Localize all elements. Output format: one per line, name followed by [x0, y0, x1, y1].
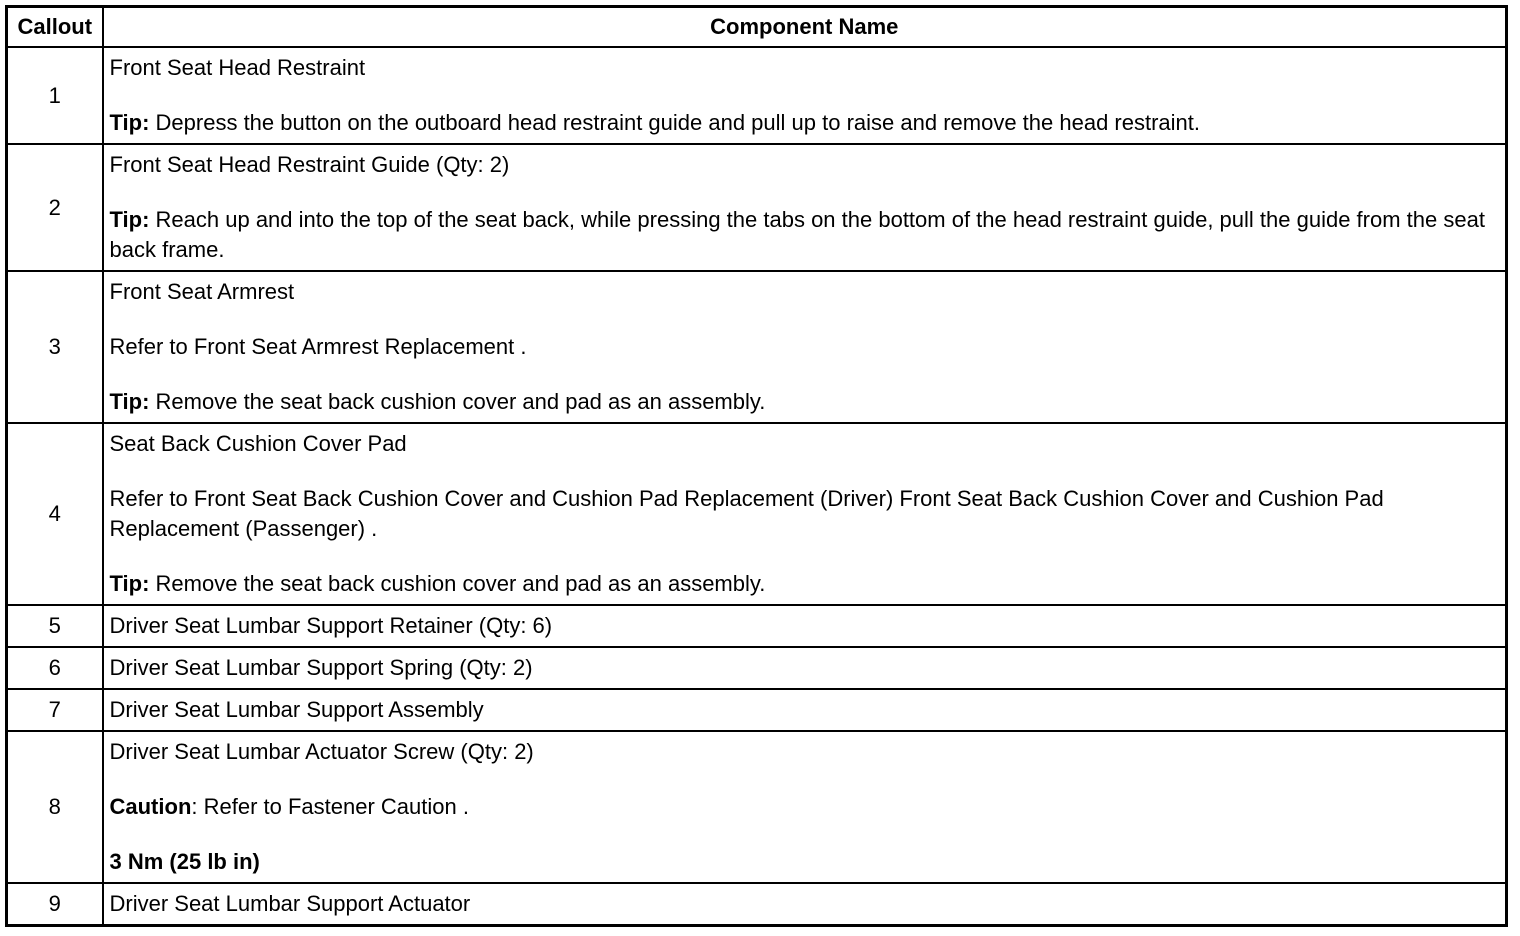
caution-text: : Refer to Fastener Caution . — [191, 794, 469, 819]
component-description — [103, 47, 1507, 144]
tip-label: Tip: — [109, 571, 150, 596]
component-name-header: Component Name — [103, 7, 1507, 48]
component-table — [5, 5, 1508, 927]
tip-note — [110, 108, 1500, 138]
refer-note: Refer to Front Seat Armrest Replacement . — [109, 334, 527, 359]
tip-text: Reach up and into the top of the seat back, while pressing the tabs on the bottom of the head restraint guide, pull the guide from the seat back frame. — [109, 207, 1485, 262]
component-description — [103, 144, 1507, 271]
component-description — [103, 271, 1507, 423]
callout-number: 8 — [7, 731, 103, 883]
component-description — [103, 423, 1507, 605]
component-name: Driver Seat Lumbar Support Actuator — [103, 883, 1507, 926]
caution-note — [110, 792, 1500, 822]
component-description — [103, 731, 1507, 883]
component-name: Driver Seat Lumbar Support Retainer (Qty: 6) — [103, 605, 1507, 647]
caution-label: Caution — [109, 794, 192, 819]
component-name: Driver Seat Lumbar Actuator Screw (Qty: 2) — [109, 739, 534, 764]
callout-number: 7 — [7, 689, 103, 731]
table-header-row — [7, 7, 1507, 48]
refer-note: Refer to Front Seat Back Cushion Cover and Cushion Pad Replacement (Driver) Front Seat Back Cushion Cover and Cushion Pad Replacement (Passenger) . — [109, 486, 1384, 541]
callout-number: 6 — [7, 647, 103, 689]
table-row — [7, 647, 1507, 689]
tip-text: Remove the seat back cushion cover and pad as an assembly. — [149, 571, 766, 596]
tip-note — [110, 387, 1500, 417]
callout-number: 1 — [7, 47, 103, 144]
component-name: Driver Seat Lumbar Support Assembly — [103, 689, 1507, 731]
table-row — [7, 47, 1507, 144]
component-name: Driver Seat Lumbar Support Spring (Qty: 2) — [103, 647, 1507, 689]
table-row — [7, 605, 1507, 647]
tip-text: Remove the seat back cushion cover and pad as an assembly. — [149, 389, 766, 414]
callout-number: 4 — [7, 423, 103, 605]
tip-note — [110, 569, 1500, 599]
callout-number: 9 — [7, 883, 103, 926]
callout-number: 5 — [7, 605, 103, 647]
component-name: Front Seat Head Restraint — [109, 55, 366, 80]
callout-number: 2 — [7, 144, 103, 271]
component-name: Seat Back Cushion Cover Pad — [109, 431, 407, 456]
tip-label: Tip: — [109, 110, 150, 135]
table-row — [7, 883, 1507, 926]
tip-label: Tip: — [109, 389, 150, 414]
torque-spec: 3 Nm (25 lb in) — [109, 849, 260, 874]
callout-header: Callout — [7, 7, 103, 48]
component-name: Front Seat Head Restraint Guide (Qty: 2) — [109, 152, 510, 177]
table-row — [7, 423, 1507, 605]
tip-note — [110, 205, 1500, 265]
table-row — [7, 144, 1507, 271]
table-row — [7, 689, 1507, 731]
tip-label: Tip: — [109, 207, 150, 232]
callout-number: 3 — [7, 271, 103, 423]
tip-text: Depress the button on the outboard head restraint guide and pull up to raise and remove the head restraint. — [149, 110, 1200, 135]
component-name: Front Seat Armrest — [109, 279, 295, 304]
table-row — [7, 731, 1507, 883]
table-row — [7, 271, 1507, 423]
